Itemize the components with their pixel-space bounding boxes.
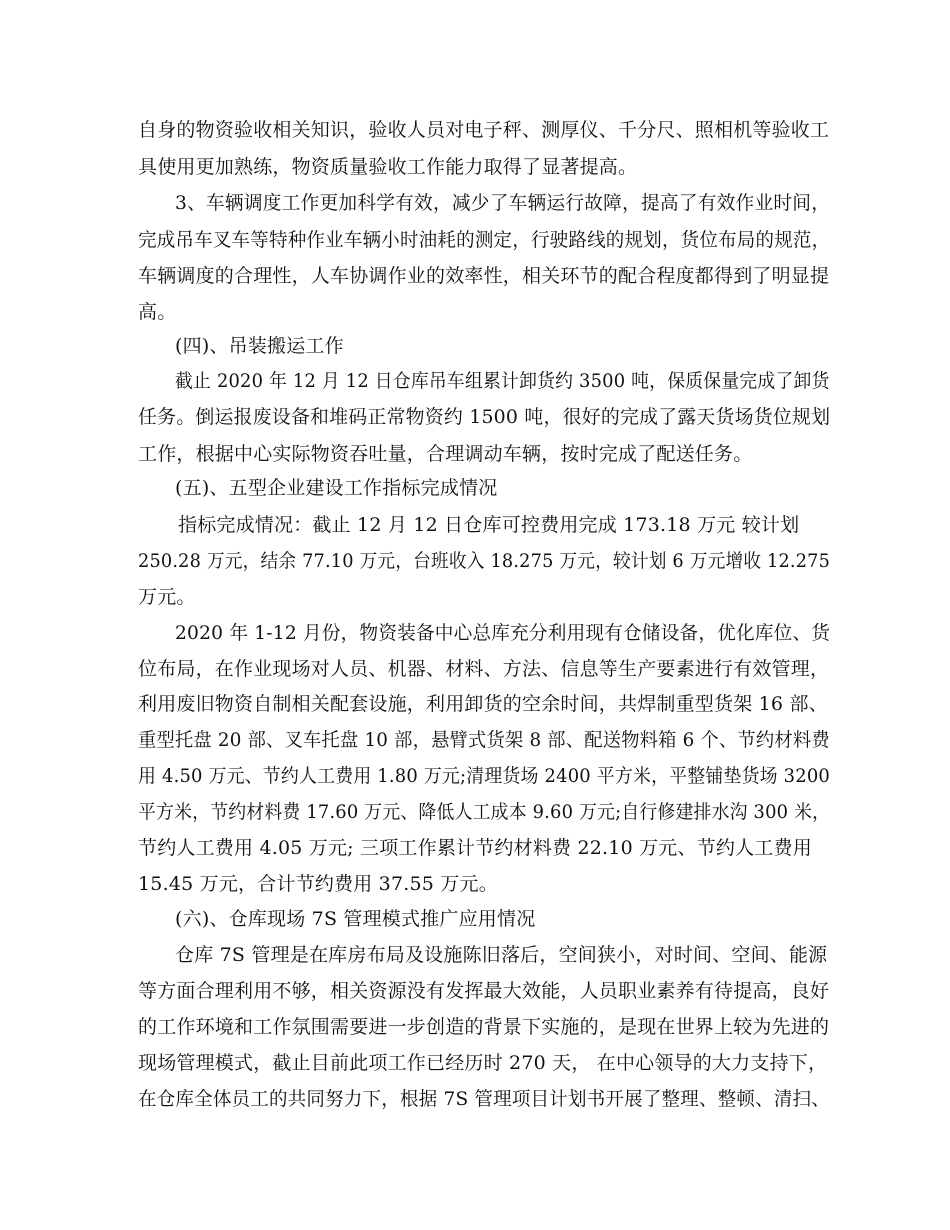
text-line: 车辆调度的合理性，人车协调作业的效率性，相关环节的配合程度都得到了明显提 [138,265,830,287]
text-line: 指标完成情况：截止 12 月 12 日仓库可控费用完成 173.18 万元 较计划 [178,514,800,536]
text-line: 利用废旧物资自制相关配套设施，利用卸货的空余时间，共焊制重型货架 16 部、 [138,693,828,715]
text-line: 仓库 7S 管理是在库房布局及设施陈旧落后，空间狭小，对时间、空间、能源 [175,944,828,966]
section-heading: (六)、仓库现场 7S 管理模式推广应用情况 [175,908,536,930]
text-line: 截止 2020 年 12 月 12 日仓库吊车组累计卸货约 3500 吨，保质保量完成了卸货 [175,370,830,392]
text-line: 任务。倒运报废设备和堆码正常物资约 1500 吨，很好的完成了露天货场货位规划 [138,406,831,428]
text-line: 重型托盘 20 部、叉车托盘 10 部，悬臂式货架 8 部、配送物料箱 6 个、节约材料费 [138,729,830,751]
text-line: 具使用更加熟练，物资质量验收工作能力取得了显著提高。 [138,156,638,178]
section-heading: (五)、五型企业建设工作指标完成情况 [175,477,498,499]
text-line: 用 4.50 万元、节约人工费用 1.80 万元;清理货场 2400 平方米，平整铺垫货场 3200 [138,765,831,787]
text-line: 节约人工费用 4.05 万元; 三项工作累计节约材料费 22.10 万元、节约人工费用 [138,837,812,859]
text-line: 高。 [138,301,177,323]
section-heading: (四)、吊装搬运工作 [175,335,344,357]
text-line: 现场管理模式，截止目前此项工作已经历时 270 天， 在中心领导的大力支持下， [138,1052,828,1074]
text-line: 的工作环境和工作氛围需要进一步创造的背景下实施的，是现在世界上较为先进的 [138,1016,830,1038]
text-line: 平方米，节约材料费 17.60 万元、降低人工成本 9.60 万元;自行修建排水沟 300 米， [138,801,831,823]
text-line: 等方面合理利用不够，相关资源没有发挥最大效能，人员职业素养有待提高，良好 [138,980,830,1002]
text-line: 15.45 万元，合计节约费用 37.55 万元。 [138,873,498,895]
text-line: 完成吊车叉车等特种作业车辆小时油耗的测定，行驶路线的规划，货位布局的规范， [138,229,831,251]
text-line: 2020 年 1-12 月份，物资装备中心总库充分利用现有仓储设备，优化库位、货 [175,622,831,644]
text-line: 250.28 万元，结余 77.10 万元，台班收入 18.275 万元，较计划 6 万元增收 12.275 [138,550,831,572]
text-line: 万元。 [138,586,196,608]
text-line: 工作，根据中心实际物资吞吐量，合理调动车辆，按时完成了配送任务。 [138,443,753,465]
text-line: 自身的物资验收相关知识，验收人员对电子秤、测厚仪、千分尺、照相机等验收工 [138,119,830,141]
text-line: 位布局，在作业现场对人员、机器、材料、方法、信息等生产要素进行有效管理， [138,658,830,680]
text-line: 3、车辆调度工作更加科学有效，减少了车辆运行故障，提高了有效作业时间， [175,192,831,214]
text-line: 在仓库全体员工的共同努力下，根据 7S 管理项目计划书开展了整理、整顿、清扫、 [138,1088,830,1110]
